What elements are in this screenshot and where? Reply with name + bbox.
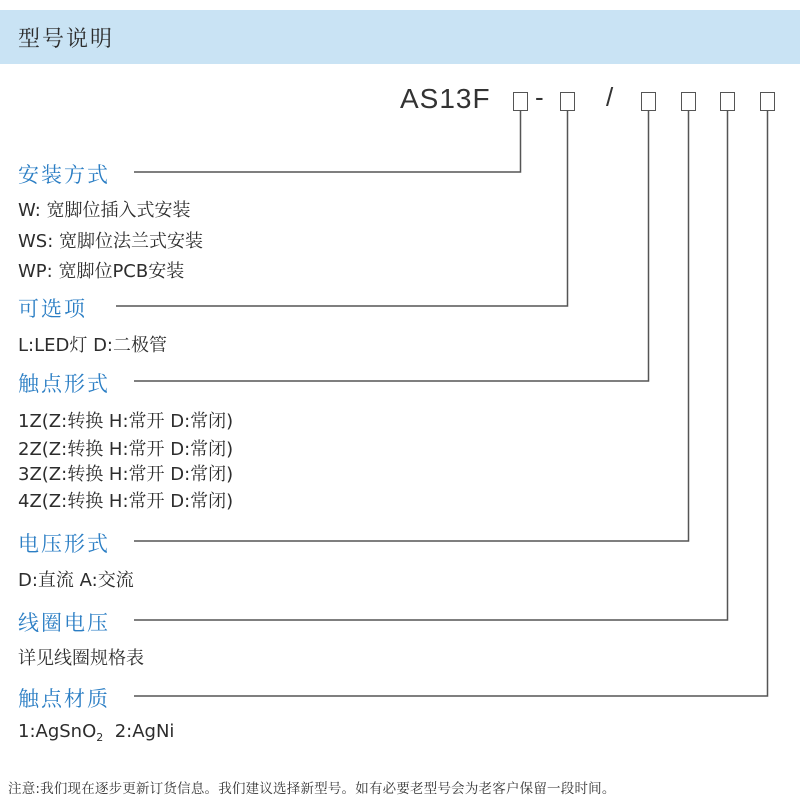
section-title-contact-form: 触点形式 — [18, 372, 110, 396]
contact-material-agni: 2:AgNi — [103, 721, 175, 742]
model-prefix: AS13F — [400, 83, 491, 114]
mounting-option-wp: WP: 宽脚位PCB安装 — [18, 261, 185, 282]
page-title: 型号说明 — [18, 27, 115, 52]
coil-voltage-item: 详见线圈规格表 — [18, 648, 144, 669]
contact-material-subscript: 2 — [96, 731, 104, 744]
section-title-coil-voltage: 线圈电压 — [18, 611, 110, 635]
options-item: L:LED灯 D:二极管 — [18, 335, 168, 356]
connector-contact-material — [134, 111, 768, 696]
mounting-option-ws: WS: 宽脚位法兰式安装 — [18, 231, 204, 252]
section-title-mounting: 安装方式 — [18, 163, 110, 187]
contact-form-3z: 3Z(Z:转换 H:常开 D:常闭) — [18, 464, 234, 485]
connector-coil-voltage — [134, 111, 728, 620]
contact-form-4z: 4Z(Z:转换 H:常开 D:常闭) — [18, 491, 234, 512]
contact-form-2z: 2Z(Z:转换 H:常开 D:常闭) — [18, 439, 234, 460]
contact-form-1z: 1Z(Z:转换 H:常开 D:常闭) — [18, 411, 234, 432]
code-dash: - — [535, 82, 544, 112]
code-slash: / — [606, 82, 614, 112]
connector-mounting — [134, 111, 521, 172]
section-title-options: 可选项 — [18, 297, 87, 321]
section-title-voltage-type: 电压形式 — [18, 532, 110, 556]
mounting-option-w: W: 宽脚位插入式安装 — [18, 200, 191, 221]
section-title-contact-material: 触点材质 — [18, 687, 110, 711]
contact-material-item — [18, 721, 174, 742]
contact-material-agsno: 1:AgSnO — [18, 721, 97, 742]
connector-contact-form — [134, 111, 649, 381]
footer-note: 注意:我们现在逐步更新订货信息。我们建议选择新型号。如有必要老型号会为老客户保留一段时间。 — [8, 781, 616, 797]
voltage-type-item: D:直流 A:交流 — [18, 570, 134, 591]
